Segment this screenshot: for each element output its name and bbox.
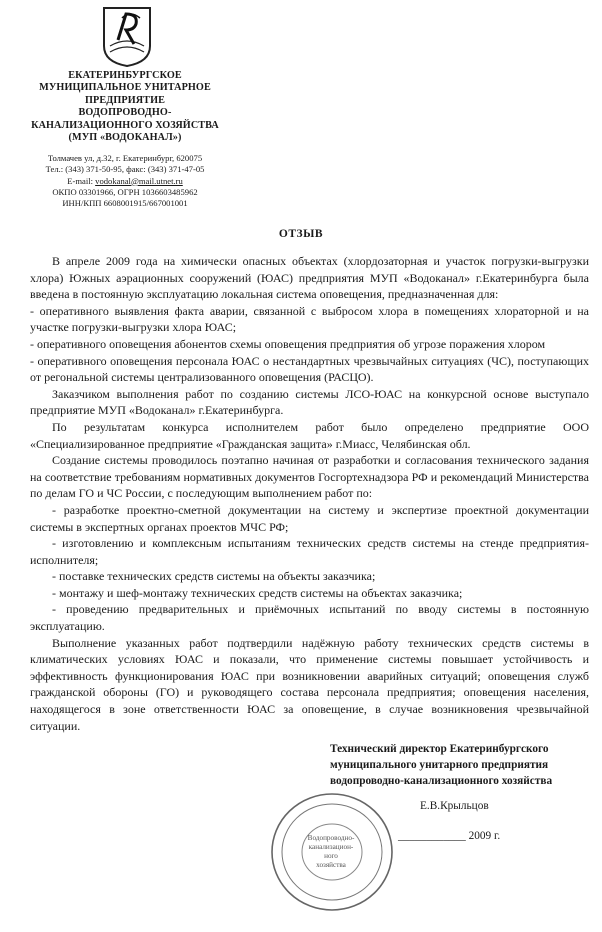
paragraph-customer: Заказчиком выполнения работ по созданию системы ЛСО-ЮАС на конкурсной основе выступало предприятие МУП «Водоканал» г.Екатеринбурга. [30, 386, 589, 418]
paragraph-intro: В апреле 2009 года на химически опасных объектах (хлордозаторная и участок погрузки-выгрузки хлора) Южных аэрационных сооружений (ЮАС) предприятия МУП «Водоканал» г.Екатеринбурга была введена в постоянную эксплуатацию локальная система оповещения, предназначенная для: [30, 254, 589, 302]
work-item: - монтажу и шеф-монтажу технических средств системы на объектах заказчика; [52, 585, 463, 600]
contact-details [0, 153, 250, 209]
org-line: (МУП «ВОДОКАНАЛ») [68, 132, 182, 144]
org-line: ЕКАТЕРИНБУРГСКОЕ [68, 70, 182, 81]
stamp-line: ного [324, 852, 338, 860]
document-title: ОТЗЫВ [278, 228, 324, 240]
org-line: КАНАЛИЗАЦИОННОГО ХОЗЯЙСТВА [31, 119, 219, 131]
work-item: - поставке технических средств системы на объекты заказчика; [52, 569, 376, 584]
email-label: E-mail: [67, 175, 96, 186]
signatory-name: Е.В.Крыльцов [420, 800, 489, 812]
signatory-title-line: муниципального унитарного предприятия [330, 759, 549, 771]
document-body [30, 253, 589, 734]
organization-logo [100, 6, 154, 68]
work-item: - разработке проектно-сметной документации на систему и экспертизе проектной документации системы в экспертных органах проектов МЧС РФ; [30, 502, 589, 534]
org-line: ВОДОПРОВОДНО- [78, 107, 172, 119]
email-line [0, 176, 250, 187]
paragraph-conclusion: Выполнение указанных работ подтвердили надёжную работу технических средств системы в климатических условиях ЮАС и показали, что применение системы повышает устойчивость и эффективность функционирования ЮАС при возникновении аварийных ситуаций; оповещения служб гражданской обороны (ГО) и руководящего состава персонала предприятия; оповещения населения, находящегося в зоне ответственности ЮАС за оповещение, в случае возникновения чрезвычайной ситуации. [30, 635, 589, 733]
purpose-item: - оперативного выявления факта аварии, связанной с выбросом хлора в помещениях хлораторной и на участке погрузки-выгрузки хлора ЮАС; [30, 303, 589, 335]
address: Толмачев ул, д.32, г. Екатеринбург, 620075 [47, 153, 203, 163]
work-item: - проведению предварительных и приёмочных испытаний по вводу системы в постоянную эксплуатацию. [30, 602, 589, 634]
phone-fax: Тел.: (343) 371-50-95, факс: (343) 371-47-05 [45, 164, 205, 175]
okpo: ОКПО 03301966, ОГРН 1036603485962 [52, 186, 198, 197]
org-line: ПРЕДПРИЯТИЕ [85, 94, 165, 106]
email-link[interactable]: vodokanal@mail.utnet.ru [95, 175, 183, 186]
stamp-line: хозяйства [316, 861, 346, 869]
signatory-title-line: Технический директор Екатеринбургского [330, 743, 549, 755]
purpose-item: - оперативного оповещения абонентов схемы оповещения предприятия об угрозе поражения хлором [30, 336, 546, 351]
stamp-line: Водопроводно- [307, 834, 355, 842]
signature-year: 2009 г. [468, 830, 501, 842]
stamp-line: канализацион- [308, 843, 354, 851]
org-line: МУНИЦИПАЛЬНОЕ УНИТАРНОЕ [39, 82, 211, 94]
purpose-item: - оперативного оповещения персонала ЮАС о нестандартных чрезвычайных ситуациях (ЧС), поступающих от регональной системы централизованного оповещения (РАСЦО). [30, 353, 589, 385]
organization-name [0, 70, 250, 144]
signatory-title-line: водопроводно-канализационного хозяйства [330, 775, 553, 787]
signature-date: ____________ 2009 г. [398, 830, 501, 842]
paragraph-creation: Создание системы проводилось поэтапно начиная от разработки и согласования технического задания на соответствие требованиям нормативных документов Госгортехнадзора РФ и рекомендаций Министерства по делам ГО и ЧС России, с последующим выполнением работ по: [30, 453, 589, 501]
inn-kpp: ИНН/КПП 6608001915/667001001 [62, 198, 188, 209]
stamp-text [296, 834, 366, 870]
work-item: - изготовлению и комплексным испытаниям технических средств системы на стенде предприятия-исполнителя; [30, 536, 589, 567]
paragraph-contractor: По результатам конкурса исполнителем работ было определено предприятие ООО «Специализированное предприятие «Гражданская защита» г.Миасс, Челябинская обл. [30, 419, 589, 451]
signature-block [330, 741, 592, 789]
